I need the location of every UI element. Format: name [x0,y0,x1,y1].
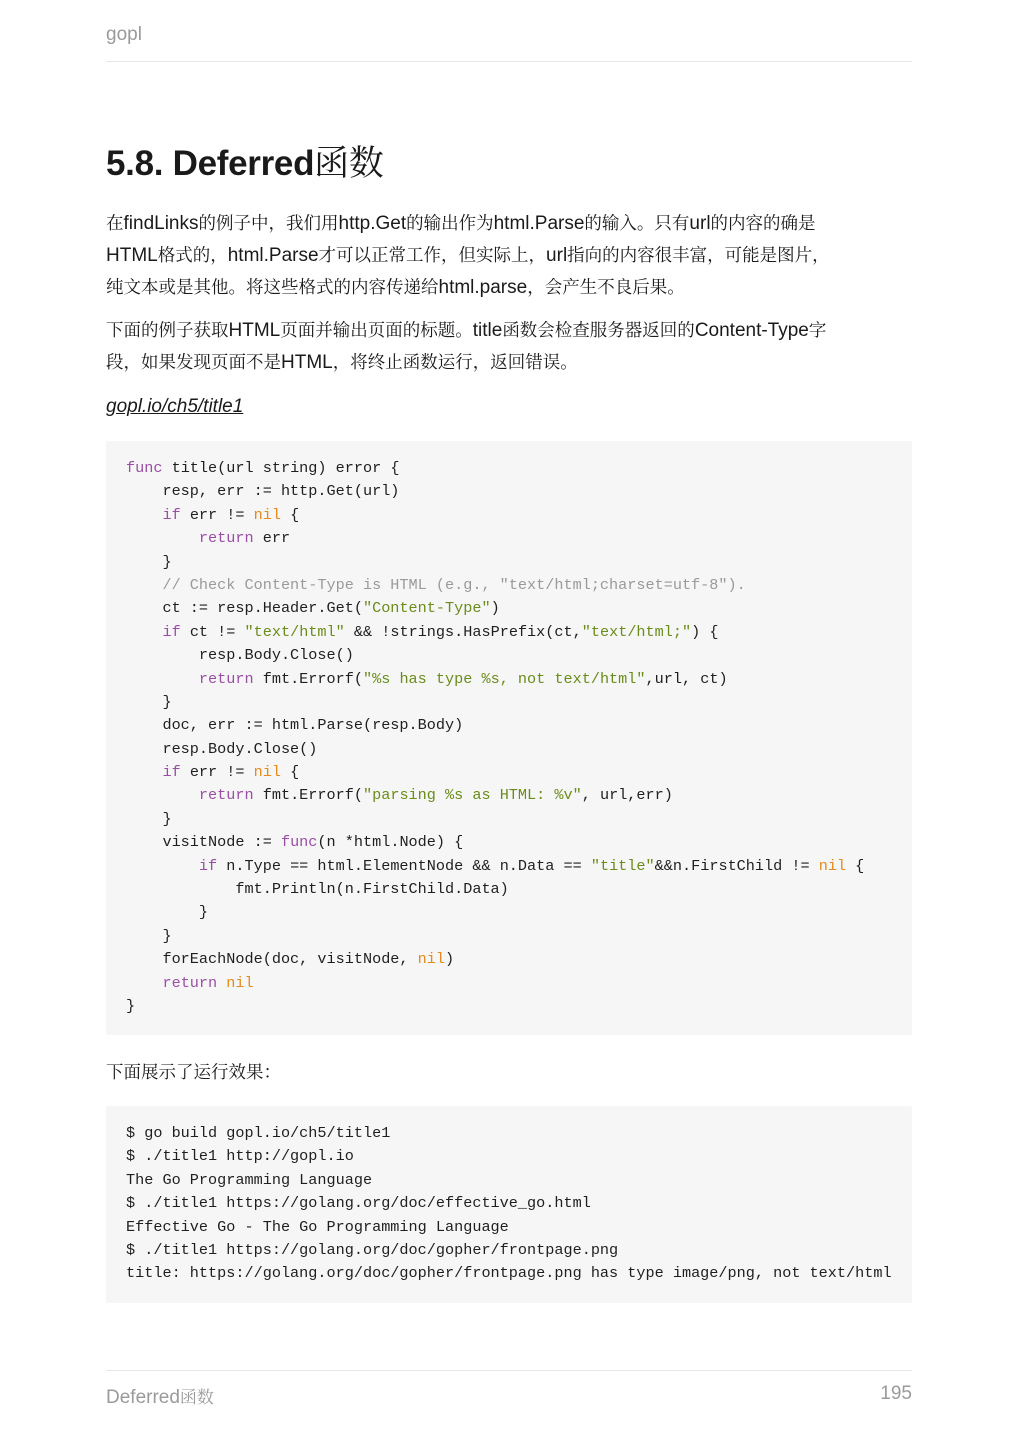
code-token: "Content-Type" [362,599,491,618]
terminal-line: Effective Go - The Go Programming Language [126,1217,509,1236]
code-token [217,974,226,992]
terminal-line: $ ./title1 http://gopl.io [126,1147,354,1166]
code-token [126,786,199,804]
code-token: resp, err := http.Get(url) [126,482,400,501]
code-line [126,668,892,691]
code-line [126,527,892,550]
result-intro: 下面展示了运行效果： [106,1063,281,1083]
terminal-line: The Go Programming Language [126,1170,373,1189]
code-token: forEachNode(doc, visitNode, [126,950,418,969]
code-token: fmt.Println(n.FirstChild.Data) [126,880,509,899]
code-token: func [280,833,318,852]
code-line [126,925,892,948]
code-token [126,670,199,688]
code-token: if [162,763,181,782]
code-line [126,761,892,784]
book-name: gopl [106,24,142,45]
code-line [126,691,892,714]
text-run: 的内容的确是 [710,214,816,234]
text-run: 的输出作为 [406,214,494,234]
code-token: if [162,505,181,524]
code-line [126,480,892,503]
text-run: title [472,320,503,341]
page-header [106,24,912,62]
page-footer [106,1370,912,1416]
code-token: nil [253,505,281,524]
code-token [126,974,162,992]
code-token: fmt.Errorf( [253,786,363,805]
code-token: nil [818,856,847,875]
code-token: "title" [590,856,655,875]
section-title-latin: 5.8. Deferred [106,144,315,183]
text-run: url [689,213,711,234]
text-run: findLinks [123,213,199,234]
code-token: err != [180,763,254,782]
page-number: 195 [880,1383,912,1404]
code-token: fmt.Errorf( [253,669,363,688]
terminal-line: $ ./title1 https://golang.org/doc/effective_go.html [126,1194,591,1213]
text-run: 段，如果发现页面不是 [106,353,281,373]
code-token: return [162,973,218,992]
code-token: { [280,505,300,524]
code-token: } [126,809,172,828]
description-paragraph [106,315,912,379]
text-run: 纯文本或是其他。将这些格式的内容传递给 [106,278,439,298]
text-run: HTML [228,320,281,341]
code-line [126,551,892,574]
text-run: 函数会检查服务器返回的 [502,321,695,341]
code-token [126,623,162,641]
section-title-cjk: 函数 [314,144,384,184]
code-token: } [126,926,172,945]
code-token: doc, err := html.Parse(resp.Body) [126,716,464,735]
code-line [126,644,892,667]
code-line [126,784,892,807]
text-run: html.parse [438,277,528,298]
code-token: { [846,856,865,875]
code-line [126,504,892,527]
text-run: 下面的例子获取 [106,321,229,341]
code-token: ) { [691,622,719,641]
section-title [106,136,384,186]
code-token: if [162,622,181,641]
code-token: } [126,903,209,922]
code-token: && !strings.HasPrefix(ct, [344,622,582,641]
code-token: return [198,529,254,548]
text-run: 页面并输出页面的标题。 [280,321,473,341]
text-run: 格式的， [157,246,228,266]
code-line [126,714,892,737]
text-run: ，会产生不良后果。 [527,278,685,298]
code-line [126,855,892,878]
code-token: } [126,692,172,711]
terminal-line: $ ./title1 https://golang.org/doc/gopher/frontpage.png [126,1240,619,1259]
code-line [126,995,892,1018]
code-block-title-func [106,441,912,1035]
terminal-line: title: https://golang.org/doc/gopher/frontpage.png has type image/png, not text/html [126,1264,892,1283]
code-token: resp.Body.Close() [126,646,354,665]
code-line [126,738,892,761]
code-token: "text/html" [244,622,345,641]
text-run: 的输入。只有 [584,214,690,234]
code-line [126,457,892,480]
code-token: err != [180,505,254,524]
footer-section-latin: Deferred [106,1387,180,1408]
code-token: resp.Body.Close() [126,739,318,758]
code-token: func [126,459,163,477]
code-token: ) [445,950,455,969]
code-token: } [126,996,136,1015]
text-run: 才可以正常工作，但实际上， [318,246,547,266]
code-token [126,857,199,875]
code-token: { [280,763,300,782]
code-line [126,878,892,901]
text-run: html.Parse [493,213,585,234]
terminal-line: $ go build gopl.io/ch5/title1 [126,1124,391,1142]
code-line [126,948,892,971]
code-token: // Check Content-Type is HTML (e.g., "text/html;charset=utf-8"). [126,575,746,594]
code-line [126,831,892,854]
code-token: nil [253,763,281,782]
code-token [126,506,162,524]
text-run: 指向的内容很丰富，可能是图片， [567,246,830,266]
text-run: url [546,245,568,266]
text-run: 字 [808,321,827,341]
code-line [126,808,892,831]
code-token: } [126,552,172,571]
text-run: html.Parse [227,245,319,266]
text-run: HTML [281,352,333,373]
code-token: "text/html;" [581,622,692,641]
code-token: nil [417,950,445,969]
code-line [126,972,892,995]
code-token: ct := resp.Header.Get( [126,599,363,618]
code-token: "%s has type %s, not text/html" [362,669,646,688]
intro-paragraph [106,208,912,304]
footer-section-cjk: 函数 [179,1388,214,1408]
code-token: &&n.FirstChild != [654,856,819,875]
code-token: visitNode := [126,833,281,852]
text-run: HTML [106,245,158,266]
code-line [126,597,892,620]
code-line [126,621,892,644]
code-token: nil [226,973,254,992]
code-token: return [198,786,254,805]
code-line [126,574,892,597]
text-run: Content-Type [694,320,809,341]
code-token: err [253,529,291,548]
text-run: 的例子中，我们用 [198,214,339,234]
code-token: n.Type == html.ElementNode && n.Data == [217,856,591,875]
code-block-terminal [106,1106,912,1303]
code-token: ct != [180,622,245,641]
text-run: ，将终止函数运行，返回错误。 [332,353,578,373]
source-link[interactable]: gopl.io/ch5/title1 [106,396,244,417]
code-token: ,url, ct) [645,669,728,688]
text-run: 在 [106,214,124,234]
code-token [126,763,162,781]
code-token: return [198,669,254,688]
code-token: (n *html.Node) { [317,833,464,852]
text-run: http.Get [338,213,407,234]
code-token: "parsing %s as HTML: %v" [362,786,582,805]
footer-section [106,1383,214,1409]
code-token: if [198,856,218,875]
code-line [126,901,892,924]
code-token: title(url string) error { [162,459,400,477]
code-token [126,529,199,547]
code-token: ) [490,599,500,618]
code-token: , url,err) [581,786,673,805]
